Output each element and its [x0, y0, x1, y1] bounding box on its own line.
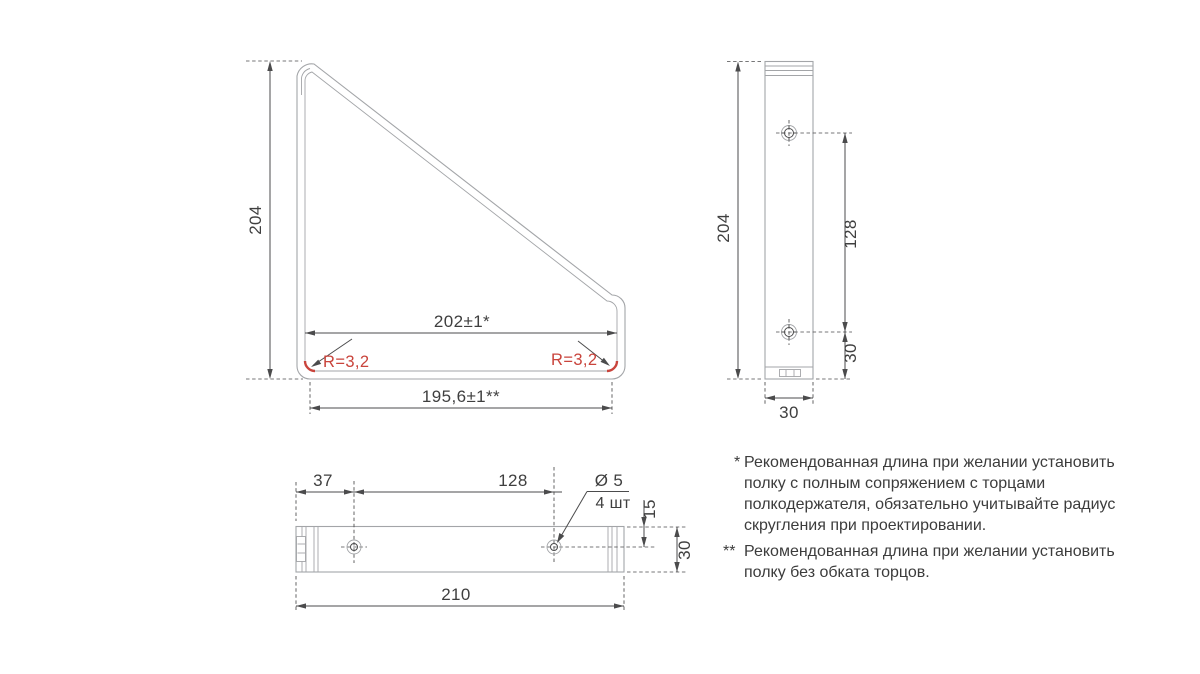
side-dim-height-label: 204: [246, 205, 265, 235]
side-view-outer-contour: [297, 64, 625, 379]
top-dim-length-label: 210: [441, 585, 471, 604]
radius-arc-right: [607, 361, 617, 371]
note1-marker: *: [734, 454, 741, 471]
front-view: [714, 62, 860, 423]
top-dim-hole-top-offset-label: 15: [640, 499, 659, 519]
note-no-edge-banding: [723, 541, 1173, 583]
side-dim-inner-width-label: 202±1*: [433, 312, 491, 331]
front-dim-hole-bottom-offset-label: 30: [841, 343, 860, 363]
front-dim-height: [714, 62, 762, 380]
top-view: [296, 467, 694, 612]
radius-callout-right-label: R=3,2: [551, 351, 598, 369]
front-hole-top: [776, 120, 852, 146]
side-view-corner-fold-line: [301, 69, 310, 96]
front-dim-hole-spacing: [841, 133, 860, 332]
note-full-coupling: [723, 452, 1173, 536]
note2-text: Рекомендованная длина при желании установить полку без обката торцов.: [744, 543, 1115, 581]
top-dim-depth: [627, 527, 694, 572]
side-dim-bottom-width: [310, 382, 612, 414]
hole-diameter-callout: [557, 471, 631, 543]
radius-callout-right: [551, 341, 610, 369]
side-dim-inner-width: [305, 312, 617, 336]
top-dim-hole-top-offset: [640, 499, 659, 547]
note1-text: Рекомендованная длина при желании установить полку с полным сопряжением с торцами полкодержателя, обязательно учитывайте радиус скругления при проектировании.: [744, 454, 1116, 534]
hole-diameter-label: Ø 5: [594, 471, 624, 490]
radius-callout-left: [311, 339, 370, 371]
top-dim-edge-to-hole-label: 37: [313, 471, 333, 490]
hole-quantity-label: 4 шт: [595, 495, 631, 512]
note2-marker: **: [723, 543, 736, 560]
front-dim-hole-spacing-label: 128: [841, 219, 860, 249]
top-dim-length: [296, 576, 624, 612]
front-dim-width: [765, 382, 813, 422]
front-dim-width-label: 30: [779, 403, 799, 422]
side-dim-bottom-width-label: 195,6±1**: [421, 387, 501, 406]
top-view-body: [296, 527, 624, 573]
top-view-left-slot: [297, 537, 306, 562]
front-dim-height-label: 204: [714, 213, 733, 243]
top-dim-hole-spacing-label: 128: [498, 471, 528, 490]
top-dim-hole-spacing: [354, 471, 562, 495]
radius-callout-left-label: R=3,2: [323, 353, 370, 371]
side-view: [246, 61, 625, 414]
front-hole-bottom: [776, 319, 852, 345]
side-dim-height: [246, 61, 303, 379]
top-dim-depth-label: 30: [675, 540, 694, 560]
front-view-bottom-slot: [780, 370, 801, 377]
top-dim-edge-to-hole: [296, 471, 354, 521]
front-dim-hole-bottom-offset: [816, 332, 860, 379]
notes: [723, 452, 1173, 583]
